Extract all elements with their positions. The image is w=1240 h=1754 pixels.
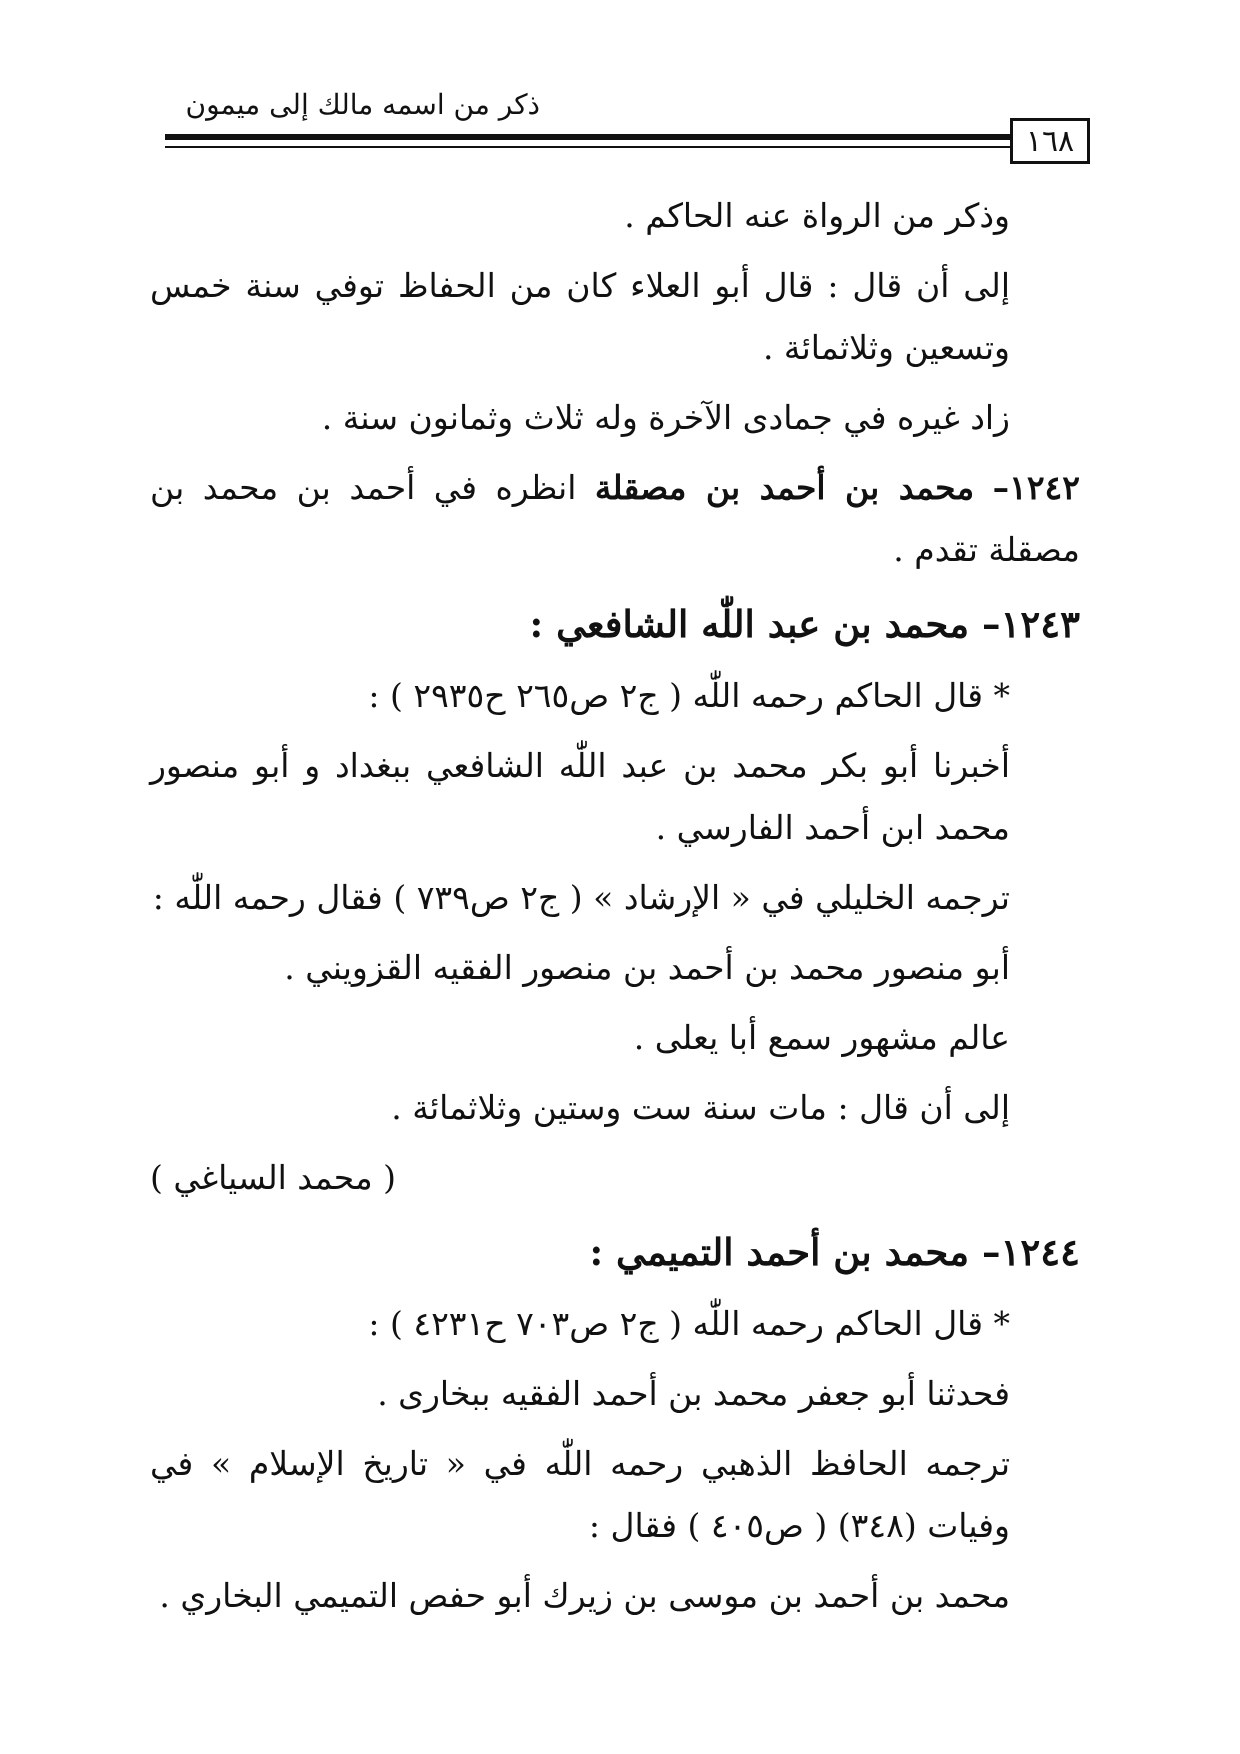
paragraph: إلى أن قال : قال أبو العلاء كان من الحفاظ توفي سنة خمس وتسعين وثلاثمائة . bbox=[150, 266, 1010, 367]
paragraph: وذكر من الرواة عنه الحاكم . bbox=[624, 196, 1010, 235]
page-number: ١٦٨ bbox=[1010, 118, 1090, 164]
entry-number: ١٢٤٣– bbox=[982, 602, 1080, 646]
header-double-rule bbox=[165, 134, 1013, 148]
paragraph: ترجمه الخليلي في « الإرشاد » ( ج٢ ص٧٣٩ ) فقال رحمه اللّٰه : bbox=[152, 878, 1010, 917]
page-body bbox=[150, 185, 1080, 1635]
paragraph: عالم مشهور سمع أبا يعلى . bbox=[633, 1018, 1010, 1057]
entry-1243-heading bbox=[150, 593, 1080, 655]
entry-1244-heading bbox=[150, 1221, 1080, 1283]
paragraph: أبو منصور محمد بن أحمد بن منصور الفقيه القزويني . bbox=[284, 948, 1010, 987]
running-header bbox=[0, 0, 1240, 160]
paragraph: * قال الحاكم رحمه اللّٰه ( ج٢ ص٢٦٥ ح٢٩٣٥ ) : bbox=[368, 676, 1010, 715]
paragraph: أخبرنا أبو بكر محمد بن عبد اللّٰه الشافعي ببغداد و أبو منصور محمد ابن أحمد الفارسي . bbox=[150, 746, 1010, 847]
entry-name: محمد بن أحمد بن مصقلة bbox=[594, 468, 975, 507]
entry-text: انظره في أحمد بن محمد بن مصقلة تقدم . bbox=[150, 468, 1080, 569]
entry-1242 bbox=[150, 457, 1080, 581]
entry-number: ١٢٤٤– bbox=[982, 1230, 1080, 1274]
annotator-note: ( محمد السياغي ) bbox=[150, 1158, 397, 1197]
paragraph: إلى أن قال : مات سنة ست وستين وثلاثمائة . bbox=[391, 1088, 1010, 1127]
entry-name: محمد بن عبد اللّٰه الشافعي : bbox=[529, 602, 970, 646]
paragraph: ترجمه الحافظ الذهبي رحمه اللّٰه في « تاريخ الإسلام » في وفيات (٣٤٨) ( ص٤٠٥ ) فقال : bbox=[150, 1444, 1010, 1545]
running-title: ذكر من اسمه مالك إلى ميمون bbox=[185, 88, 540, 121]
entry-number: ١٢٤٢– bbox=[992, 468, 1081, 507]
paragraph: * قال الحاكم رحمه اللّٰه ( ج٢ ص٧٠٣ ح٤٢٣١ ) : bbox=[368, 1304, 1010, 1343]
paragraph: فحدثنا أبو جعفر محمد بن أحمد الفقيه ببخارى . bbox=[377, 1374, 1010, 1413]
entry-name: محمد بن أحمد التميمي : bbox=[589, 1230, 970, 1274]
paragraph: زاد غيره في جمادى الآخرة وله ثلاث وثمانون سنة . bbox=[321, 398, 1010, 437]
paragraph: محمد بن أحمد بن موسى بن زيرك أبو حفص التميمي البخاري . bbox=[159, 1576, 1010, 1615]
